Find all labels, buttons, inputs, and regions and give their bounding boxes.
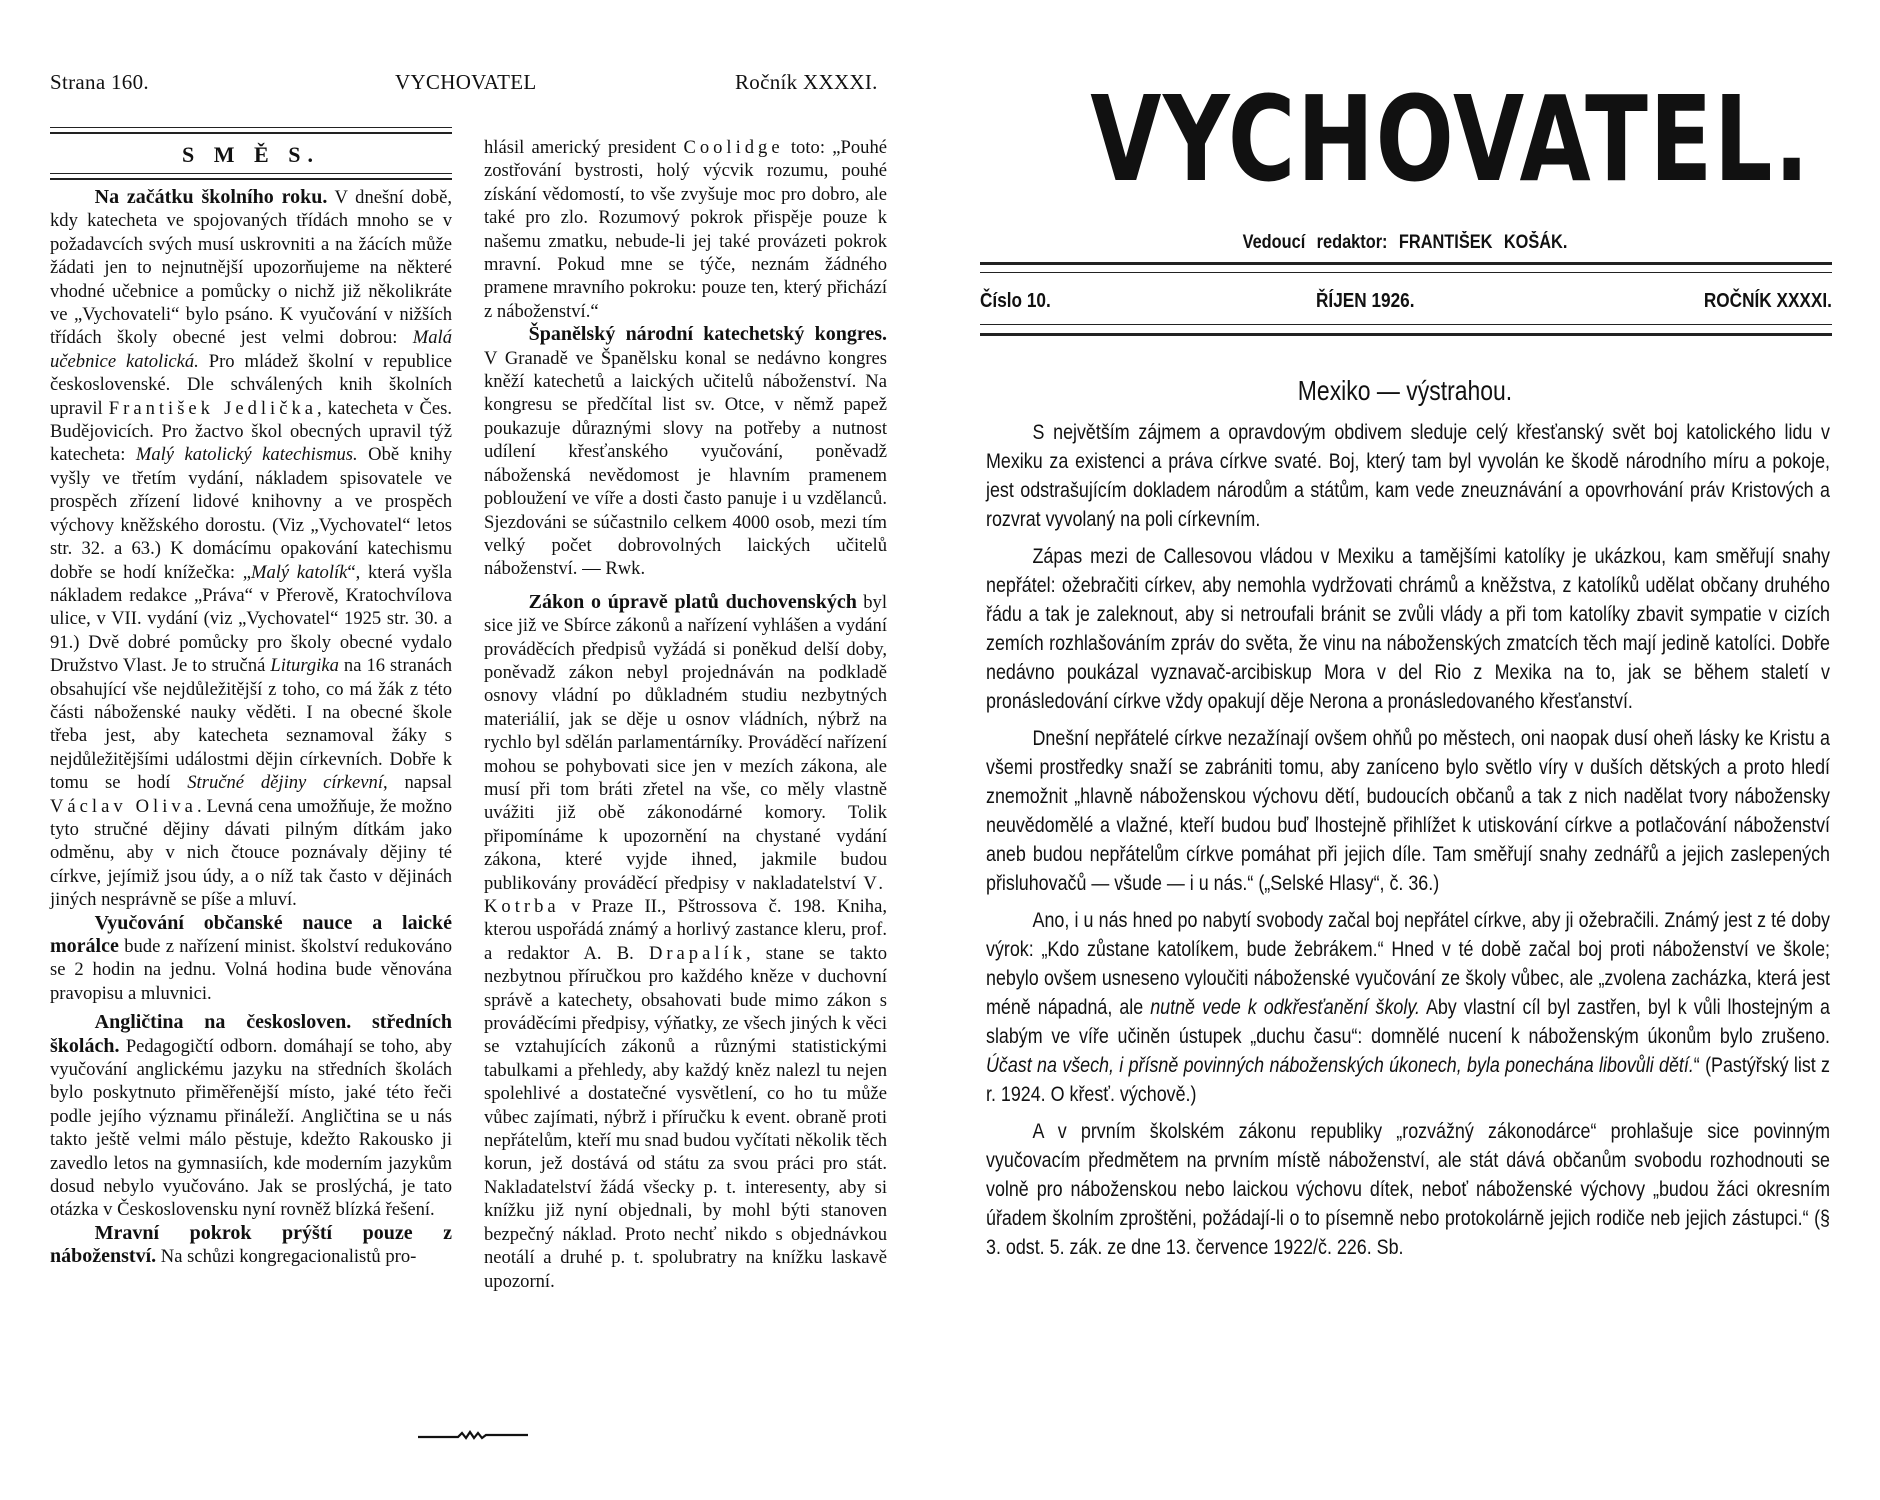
news-text: Pedagogičtí odborn. domáhají se toho, aby vyučování anglickému jazyku na středních školách bylo poskytnuto přiměřenější místo, jaké této řeči podle jejího významu přináleží. Angličtina se u nás takto ještě velmi málo pěstuje, kdežto Rakousko ji zavedlo letos na gymnasiích, kde moderním jazykům dosud nebylo vyučováno. Jak se proslýchá, je tato otázka v Československu nyní rovněž blízká řešení. xyxy=(50,1035,452,1221)
left-column xyxy=(50,186,452,1269)
middle-column xyxy=(484,136,887,1293)
running-journal-title: VYCHOVATEL xyxy=(395,70,537,94)
news-text: , napsal xyxy=(383,772,452,794)
news-item xyxy=(50,1222,452,1269)
article-paragraph: A v prvním školském zákonu republiky „rozvážný zákonodárce“ prohlašuje sice povinným vyučovacím předmětem na prvním místě náboženství, ale stát dává občanům svobodu rozhodnouti se volně pro náboženskou nebo laickou výchovu dítek, neboť náboženské výchovy „budou žáci okresním úřadem školním zproštěni, požádají-li o to písemně nebo protokolárně jejich rodiče neb jejich zástupci.“ (§ 3. odst. 5. zák. ze dne 13. července 1922/č. 226. Sb. xyxy=(986,1120,1830,1259)
book-title: Malá učebnice katolická. xyxy=(50,327,452,372)
news-text: “, která vyšla nákladem redakce „Práva“ v Přerově, Kratochvílova ulice, v VII. vydání (viz „Vychovatel“ 1925 str. 30. a 91.) Dvě dobré pomůcky pro školy obecné vydalo Družstvo Vlast. Je to stručná xyxy=(50,561,453,677)
book-title: Stručné dějiny církevní xyxy=(187,772,384,794)
article-emphasis: Účast na všech, i přísně povinných náboženských úkonech, byla ponechána libovůli dětí. xyxy=(986,1054,1694,1077)
author-name: Václav Oliva xyxy=(50,795,197,817)
book-title: Malý katolík xyxy=(250,561,348,583)
end-ornament xyxy=(418,1428,528,1442)
article-paragraph: S největším zájmem a opravdovým obdivem sleduje celý křesťanský svět boj katolického lidu v Mexiku za existenci a práva církve svaté. Boj, který tam byl vyvolán ke škodě národního míru a pokoje, jest odstrašujícím dokladem národům a státům, kam vede zneuznávání a opovrhování práv Kristových a rozvrat vyvolaný na poli církevním. xyxy=(986,421,1830,531)
publisher-name: V. Kotrba xyxy=(484,872,887,917)
article-body xyxy=(986,418,1830,1270)
editor-name: Drapalík xyxy=(648,942,746,964)
article-text: Ano, i u nás hned po nabytí svobody začal boj nepřátel církve, aby ji ožebračili. Známý jest z té doby výrok: „Kdo zůstane katolíkem, bude žebrákem.“ Hned v té době začal boj proti náboženství ve škole; nebylo ovšem usneseno vyloučiti náboženské vyučování ze školy vůbec, ale „zvolena zacházka, která jest méně nápadná, ale xyxy=(986,909,1830,1019)
news-text: V dnešní době, kdy katecheta ve spojovaných třídách mnoho se v požadavcích svých musí uskrovniti a na žácích může žádati jen to nejnutnější upozorňujeme na některé vhodné učebnice a pomůcky o nichž již několikráte ve „Vychovateli“ bylo psáno. K vyučování v nižších třídách školy obecné jest velmi dobrou: xyxy=(50,187,452,349)
news-heading: Angličtina na českosloven. středních školách. xyxy=(50,1011,452,1057)
news-heading: Mravní pokrok prýští pouze z náboženství. xyxy=(50,1221,452,1268)
issue-date: ŘÍJEN 1926. xyxy=(1316,290,1415,312)
news-heading: Zákon o úpravě platů duchovenských xyxy=(528,590,857,613)
news-text: byl sice již ve Sbírce zákonů a nařízení vyhlášen a vydání prováděcích předpisů vyžádá si poněkud delší doby, poněvadž zákon nebyl projednáván na podkladě osnovy vládní po důkladném studiu nezbytných materiálií, jak se děje u osnov vládních, nýbrž na rychlo byl sdělán parlamentárníky. Prováděcí nařízení mohou se pohybovati sice jen v mezích zákona, ale musí při tom bráti zřetel na vše, co měly vlastně uvážiti již obě zákonodárné komory. Tolik připomínáme k upozornění na chystané vydání zákona, které vyjde ihned, jakmile budou publikovány prováděcí předpisy v nakladatelství xyxy=(484,591,887,894)
news-text: . Levná cena umožňuje, že možno tyto stručné dějiny dávati pilným dítkám jako odměnu, aby v nich čtouce poznávaly dějiny té církve, jejímiž jsou údy, a o níž tak často v dějinách jiných nesprávně se píše a mluví. xyxy=(50,795,452,911)
masthead-title: VYCHOVATEL. xyxy=(1090,70,1811,208)
news-heading: Španělský národní katechetský kongres. xyxy=(528,323,887,346)
news-item xyxy=(50,1011,452,1222)
article-text: “ (Pastýřský list z r. 1924. O křesť. výchově.) xyxy=(986,1054,1830,1106)
news-text: Pro mládež školní v republice československé. Dle schválených knih školních upravil xyxy=(50,350,452,419)
section-title: S M Ě S. xyxy=(182,142,320,167)
editor-line: Vedoucí redaktor: FRANTIŠEK KOŠÁK. xyxy=(1242,232,1568,253)
issue-rule-1 xyxy=(980,324,1832,325)
news-text: na 16 stranách obsahující vše nejdůležitější z toho, co má žák z této části náboženské nauky věděti. I na obecné škole třeba jest, aby katecheta seznamoval žáky s nejdůležitějšími událostmi dějin církevních. Dobře k tomu se hodí xyxy=(50,655,452,794)
article-paragraph: Dnešní nepřátelé církve nezažínají ovšem ohňů po městech, oni naopak dusí oheň lásky ke Kristu a všemi prostředky snaží se zabrániti tomu, aby zaníceno bylo světlo víry v duších dětských a proto hledí znemožnit „hlavně náboženskou výchovu dětí, budoucích občanů a tak z nich nadělat tvory nábožensky neuvědomělé a vlažné, kteří budou buď lhostejně přihlížet k utiskování církve a potlačování náboženství aneb budou nepřátelům církve pomáhat při jejich díle. Tam směřují snahy zednářů a jejich zaslepených přisluhovačů — všude — i u nás.“ („Selské Hlasy“, č. 36.) xyxy=(986,727,1830,895)
article-title: Mexiko — výstrahou. xyxy=(1297,375,1513,406)
news-item-continued xyxy=(484,136,887,323)
section-rule-top-2 xyxy=(50,132,452,134)
issue-number: Číslo 10. xyxy=(980,290,1051,312)
issue-rule-2 xyxy=(980,333,1832,336)
news-item xyxy=(50,186,452,912)
news-item xyxy=(484,323,887,580)
news-text: , stane se takto nezbytnou příručkou pro každého kněze v duchovní správě a katechety, obsahovati bude mimo zákon s prováděcími předpisy, výňatky, ze všech jiných k věci se vztahujících zákonů a různými statistickými tabulkami a přehledy, aby každý kněz nalezl tu nejen spolehlivé a dostatečné vysvětlení, co ho tu může vůbec zajímati, nýbrž i příručku k event. obraně proti nepřátelům, kteří mu snad budou vyčítati několik těch korun, jež dostává od státu za svou práci pro stát. Nakladatelství žádá všecky p. t. interesenty, aby si knížku již nyní objednali, by mohl býti stanoven bezpečný náklad. Proto nechť nikdo s objednávkou neotálí a druhé p. t. spolubratry na knížku laskavě upozorní. xyxy=(484,942,887,1292)
article-emphasis: nutně vede k odkřesťanění školy. xyxy=(1150,996,1420,1019)
section-rule-bottom-1 xyxy=(50,173,452,174)
book-title: Liturgika xyxy=(270,655,339,677)
news-item xyxy=(484,591,887,1293)
section-rule-bottom-2 xyxy=(50,178,452,180)
page-number: Strana 160. xyxy=(50,70,149,94)
news-text: Na schůzi kongregacionalistů pro- xyxy=(156,1246,417,1268)
masthead-rule-2 xyxy=(980,272,1832,273)
news-text: , katecheta v Čes. Budějovicích. Pro žactvo škol obecných upravil týž katecheta: xyxy=(50,397,452,466)
section-rule-top-1 xyxy=(50,127,452,128)
news-text: bude z nařízení minist. školství redukováno se 2 hodin na jednu. Volná hodina bude věnována pravopisu a mluvnici. xyxy=(50,936,452,1004)
book-title: Malý katolický katechismus. xyxy=(135,444,358,466)
news-text: V Granadě ve Španělsku konal se nedávno kongres kněží katechetů a laických učitelů náboženství. Na kongresu se předčítal list sv. Otce, v němž papež poukazuje důraznými slovy na potřeby a nutnost udílení křesťanského vyučování, poněvadž náboženská nevědomost je hlavním pramenem pobloužení ve víře a dosti často panuje i u vzdělanců. Sjezdováni se súčastnilo celkem 4000 osob, mezi tím velký počet dobrovolných laických učitelů náboženství. — Rwk. xyxy=(484,347,887,580)
news-text: hlásil americký president xyxy=(484,137,684,158)
news-item xyxy=(50,912,452,1006)
article-text: Aby vlastní cíl byl zastřen, byl k vůli lhostejným a slabým ve víře učiněn ústupek „duchu času“: domnělé nucení k náboženským úkonům bylo zrušeno. xyxy=(986,996,1830,1048)
news-text: v Praze II., Pštrossova č. 198. Kniha, kterou uspořádá známý a horlivý zastance kleru, prof. a redaktor A. B. xyxy=(484,896,887,964)
person-name: Coolidge xyxy=(683,137,784,158)
masthead-rule-1 xyxy=(980,262,1832,265)
issue-volume: ROČNÍK XXXXI. xyxy=(1703,290,1832,312)
article-paragraph xyxy=(986,906,1830,1109)
article-paragraph: Zápas mezi de Callesovou vládou v Mexiku a tamějšími katolíky je ukázkou, kam směřují snahy nepřátel: ožebračiti církev, aby nemohla vydržovati chrámů a kněžstva, z katolíků udělat občany druhého řádu a tak je zaleknout, aby si netroufali bránit se zvůli vlády a při tom katolíky zbavit sympatie v cizích zemích rozhlašováním zpráv do světa, že vinu na náboženských zmatcích těch mají jedině katolíci. Dobře nedávno poukázal vyznavač-arcibiskup Mora v del Rio z Mexika na to, jak se během staletí v pronásledování církve vždy opakují děje Nerona a pronásledovaného křesťanství. xyxy=(986,545,1830,713)
news-text: Obě knihy vyšly ve třetím vydání, nákladem spisovatele ve prospěch zřízení lidové knihovny a ve prospěch výchovy kněžského dorostu. (Viz „Vychovatel“ letos str. 32. a 63.) K domácímu opakování katechismu dobře se hodí knížečka: „ xyxy=(50,444,452,583)
news-heading: Na začátku školního roku. xyxy=(94,186,328,208)
news-text: toto: „Pouhé zostřování bystrosti, holý výcvik rozumu, pouhé získání vědomostí, to vše zvyšuje moc pro dobro, ale také pro zlo. Rozumový pokrok přispěje pouze k našemu zmatku, nebude-li jej také provázeti pokrok mravní. Pokud mne se týče, neznám žádného pramene mravního pokroku: pouze ten, který přichází z náboženství.“ xyxy=(484,137,887,322)
running-volume: Ročník XXXXI. xyxy=(735,70,878,94)
news-heading: Vyučování občanské nauce a laické morálce xyxy=(50,911,452,957)
author-name: František Jedlička xyxy=(108,397,318,419)
